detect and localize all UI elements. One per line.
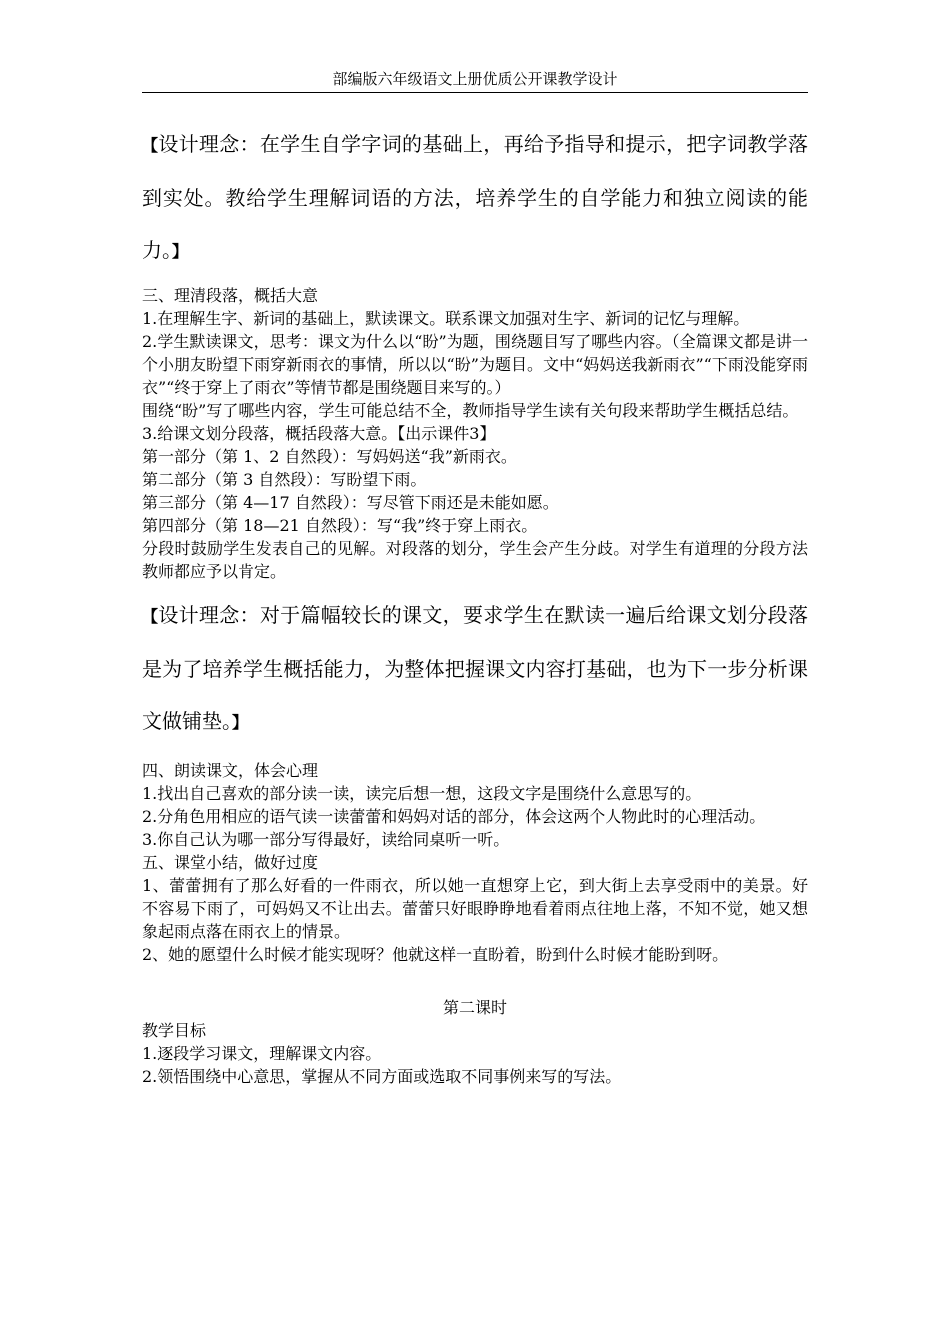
list-item: 2.领悟围绕中心意思，掌握从不同方面或选取不同事例来写的写法。 [142, 1067, 622, 1086]
note-close-bracket: 】 [172, 242, 189, 261]
list-item: 1.逐段学习课文，理解课文内容。 [142, 1044, 382, 1063]
list-item: 2.分角色用相应的语气读一读蕾蕾和妈妈对话的部分，体会这两个人物此时的心理活动。 [142, 807, 766, 826]
note-close-bracket: 】 [232, 713, 249, 732]
paragraph: 2.学生默读课文，思考：课文为什么以“盼”为题，围绕题目写了哪些内容。（全篇课文都是讲一个小朋友盼望下雨穿新雨衣的事情，所以以“盼”为题目。文中“妈妈送我新雨衣”“下雨没能穿雨衣”“终于穿上了雨衣”等情节都是围绕题目来写的。） [142, 332, 808, 397]
document-body [142, 118, 808, 1088]
list-item: 第三部分（第 4—17 自然段）：写尽管下雨还是未能如愿。 [142, 493, 559, 512]
list-item: 3.你自己认为哪一部分写得最好，读给同桌听一听。 [142, 830, 510, 849]
spacer [142, 966, 808, 996]
list-item: 第二部分（第 3 自然段）：写盼望下雨。 [142, 470, 427, 489]
paragraph: 分段时鼓励学生发表自己的见解。对段落的划分，学生会产生分歧。对学生有道理的分段方法教师都应予以肯定。 [142, 539, 808, 581]
note-open-bracket: 【 [142, 136, 159, 155]
paragraph: 围绕“盼”写了哪些内容，学生可能总结不全，教师指导学生读有关句段来帮助学生概括总结。 [142, 401, 799, 420]
list-item: 第四部分（第 18—21 自然段）：写“我”终于穿上雨衣。 [142, 516, 538, 535]
lesson-title: 第二课时 [442, 998, 507, 1017]
paragraph: 1.在理解生字、新词的基础上，默读课文。联系课文加强对生字、新词的记忆与理解。 [142, 309, 750, 328]
design-note-2 [142, 589, 808, 749]
list-item: 1.找出自己喜欢的部分读一读，读完后想一想，这段文字是围绕什么意思写的。 [142, 784, 702, 803]
design-note-1 [142, 118, 808, 278]
list-item: 1、蕾蕾拥有了那么好看的一件雨衣，所以她一直想穿上它，到大街上去享受雨中的美景。好不容易下雨了，可妈妈又不让出去。蕾蕾只好眼睁睁地看着雨点往地上落，不知不觉，她又想象起雨点落在雨衣上的情景。 [142, 876, 808, 941]
note-open-bracket: 【 [142, 607, 159, 626]
header-divider [142, 92, 808, 93]
design-note-text: 设计理念：对于篇幅较长的课文，要求学生在默读一遍后给课文划分段落是为了培养学生概括能力，为整体把握课文内容打基础，也为下一步分析课文做铺垫。 [142, 603, 808, 733]
paragraph: 3.给课文划分段落，概括段落大意。【出示课件3】 [142, 424, 496, 443]
page-header: 部编版六年级语文上册优质公开课教学设计 [332, 70, 618, 88]
section-title: 四、朗读课文，体会心理 [142, 761, 319, 780]
section-title: 教学目标 [142, 1021, 207, 1040]
section-title: 五、课堂小结，做好过度 [142, 853, 319, 872]
design-note-text: 设计理念：在学生自学字词的基础上，再给予指导和提示，把字词教学落到实处。教给学生理解词语的方法，培养学生的自学能力和独立阅读的能力。 [142, 132, 808, 262]
list-item: 第一部分（第 1、2 自然段）：写妈妈送“我”新雨衣。 [142, 447, 517, 466]
list-item: 2、她的愿望什么时候才能实现呀？他就这样一直盼着，盼到什么时候才能盼到呀。 [142, 945, 729, 964]
section-title: 三、理清段落，概括大意 [142, 286, 319, 305]
